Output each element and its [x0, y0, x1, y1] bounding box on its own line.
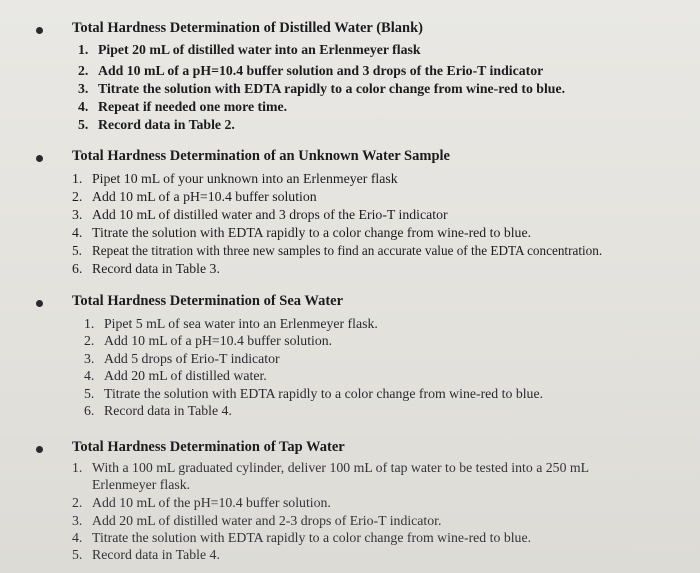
document-page: Total Hardness Determination of Distilled Water (Blank) 1. Pipet 20 mL of distilled water into an Erlenmeyer flask 2. Add 10 mL of a pH=10.4 buffer solution and 3 drops of the Erio-T indicator 3. Titrate the solution with EDTA rapidly to a color change from wine-red to blue. 4. Repeat if needed one more time. 5. Record data in Table 2. Total Hardness Determination of an Unknown Water Sample 1. Pipet 10 mL of your unknown into an Erlenmeyer flask 2. Add 10 mL of a pH=10.4 buffer solution 3. Add 10 mL of distilled water and 3 drops of the Erio-T indicator 4. Titrate the solution with EDTA rapidly to a color change from wine-red to blue. 5. Repeat the titration with three new samples to find an accurate value of the EDTA concentration. 6. Record data in Table 3. Total Hardness Determination of Sea Water 1. Pipet 5 mL of sea water into an Erlenmeyer flask. 2. Add 10 mL of a pH=10.4 buffer solution. 3. Add 5 drops of Erio-T indicator 4. Add 20 mL of distilled water. 5. Titrate the solution with EDTA rapidly to a color change from wine-red to blue. 6. Record data in Table 4. Total Hardness Determination of Tap Water 1. With a 100 mL graduated cylinder, deliver 100 mL of tap water to be tested into a 250 mL Erlenmeyer flask. 2. Add 10 mL of the pH=10.4 buffer solution. 3. Add 20 mL of distilled water and 2-3 drops of Erio-T indicator. 4. Titrate the solution with EDTA rapidly to a color change from wine-red to blue. 5. Record data in Table 4. [0, 0, 700, 573]
bullet-icon [36, 27, 43, 34]
bullet-icon [36, 446, 43, 453]
section-title: Total Hardness Determination of an Unknown Water Sample [72, 148, 450, 164]
section-title: Total Hardness Determination of Sea Water [72, 293, 344, 309]
section-title: Total Hardness Determination of Distilled Water (Blank) [72, 20, 423, 36]
bullet-icon [36, 300, 43, 307]
bullet-icon [36, 155, 43, 162]
section-title: Total Hardness Determination of Tap Water [72, 439, 345, 455]
